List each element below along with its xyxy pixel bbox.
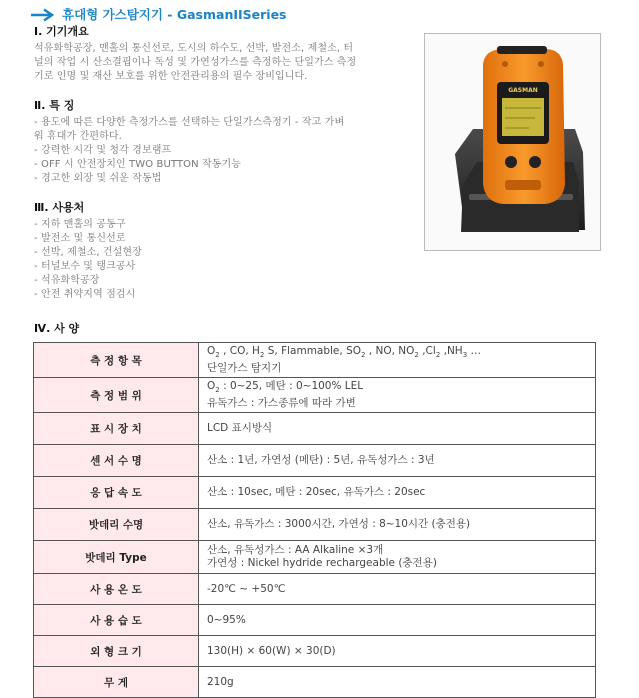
features-line: - 강력한 시각 및 청각 경보램프 — [34, 145, 172, 156]
features-line: - OFF 시 안전장치인 TWO BUTTON 작동기능 — [34, 159, 241, 170]
spec-value: LCD 표시방식 — [199, 413, 596, 445]
spec-value: 산소, 유독가스 : 3000시간, 가연성 : 8~10시간 (충전용) — [199, 509, 596, 541]
table-row — [34, 343, 596, 378]
table-row — [34, 541, 596, 574]
usage-line: - 선박, 제철소, 건설현장 — [34, 247, 142, 258]
product-photo — [424, 33, 601, 251]
overview-line: 기로 인명 및 재산 보호를 위한 안전관리용의 필수 장비입니다. — [34, 71, 308, 82]
usage-line: - 터널보수 및 탱크공사 — [34, 261, 136, 272]
spec-value: 130(H) × 60(W) × 30(D) — [199, 636, 596, 667]
table-row — [34, 378, 596, 413]
table-row — [34, 413, 596, 445]
spec-value — [199, 378, 596, 413]
spec-table — [33, 342, 596, 698]
spec-label: 무 게 — [34, 667, 199, 698]
table-row — [34, 477, 596, 509]
spec-value-line2: 가연성 : Nickel hydride rechargeable (충전용) — [207, 557, 437, 570]
usage-line: - 석유화학공장 — [34, 275, 100, 286]
spec-value: 210g — [199, 667, 596, 698]
spec-value: 0~95% — [199, 605, 596, 636]
spec-value: 산소 : 1년, 가연성 (메탄) : 5년, 유독성가스 : 3년 — [199, 445, 596, 477]
usage-line: - 발전소 및 통신선로 — [34, 233, 126, 244]
page-title: 휴대형 가스탐지기 - GasmanIISeries — [62, 7, 287, 22]
spec-label: 사 용 온 도 — [34, 574, 199, 605]
overview-line: 널의 작업 시 산소결핍이나 독성 및 가연성가스를 측정하는 단일가스 측정 — [34, 57, 357, 68]
spec-label: 표 시 장 치 — [34, 413, 199, 445]
spec-label: 외 형 크 기 — [34, 636, 199, 667]
spec-value-line2: 유독가스 : 가스종류에 따라 가변 — [207, 397, 356, 410]
table-row — [34, 636, 596, 667]
spec-label: 밧데리 수명 — [34, 509, 199, 541]
table-row — [34, 445, 596, 477]
gas-list-line: $O_2$ , CO, $H_2$ S, Flammable, $SO_2$ , NO, $NO_2$ $,Cl_2$ $,NH_3$ … — [207, 345, 482, 360]
usage-line: - 안전 취약지역 점검시 — [34, 289, 136, 300]
overview-heading: Ⅰ. 기기개요 — [34, 25, 89, 38]
usage-heading: Ⅲ. 사용처 — [34, 201, 85, 214]
spec-value-line1: 산소, 유독성가스 : AA Alkaline ×3개 — [207, 544, 384, 557]
spec-value — [199, 541, 596, 574]
spec-value-line1: $O_2$ : 0~25, 메탄 : 0~100% LEL — [207, 380, 364, 395]
features-heading: Ⅱ. 특 징 — [34, 99, 75, 112]
page-title-row — [30, 4, 287, 24]
table-row — [34, 605, 596, 636]
spec-label: 사 용 습 도 — [34, 605, 199, 636]
spec-value: -20℃ ~ +50℃ — [199, 574, 596, 605]
spec-label: 응 답 속 도 — [34, 477, 199, 509]
arrow-icon — [30, 7, 56, 21]
spec-label: 측 정 범 위 — [34, 378, 199, 413]
device-brand-text: GASMAN — [508, 87, 538, 94]
spec-value — [199, 343, 596, 378]
overview-line: 석유화학공장, 맨홀의 통신선로, 도시의 하수도, 선박, 발전소, 제철소, 터 — [34, 43, 354, 54]
spec-label: 센 서 수 명 — [34, 445, 199, 477]
features-line: 워 휴대가 간편하다. — [34, 131, 122, 142]
spec-label: 밧데리 Type — [34, 541, 199, 574]
spec-value-line2: 단일가스 탐지기 — [207, 362, 282, 375]
table-row — [34, 667, 596, 698]
features-line: - 용도에 따른 다양한 측정가스를 선택하는 단일가스측정기 - 작고 가벼 — [34, 117, 345, 128]
table-row — [34, 509, 596, 541]
features-line: - 경고한 외장 및 쉬운 작동법 — [34, 173, 162, 184]
spec-value: 산소 : 10sec, 메탄 : 20sec, 유독가스 : 20sec — [199, 477, 596, 509]
spec-label: 측 정 항 목 — [34, 343, 199, 378]
table-row — [34, 574, 596, 605]
usage-line: - 지하 맨홀의 공동구 — [34, 219, 126, 230]
spec-heading: Ⅳ. 사 양 — [34, 322, 80, 335]
